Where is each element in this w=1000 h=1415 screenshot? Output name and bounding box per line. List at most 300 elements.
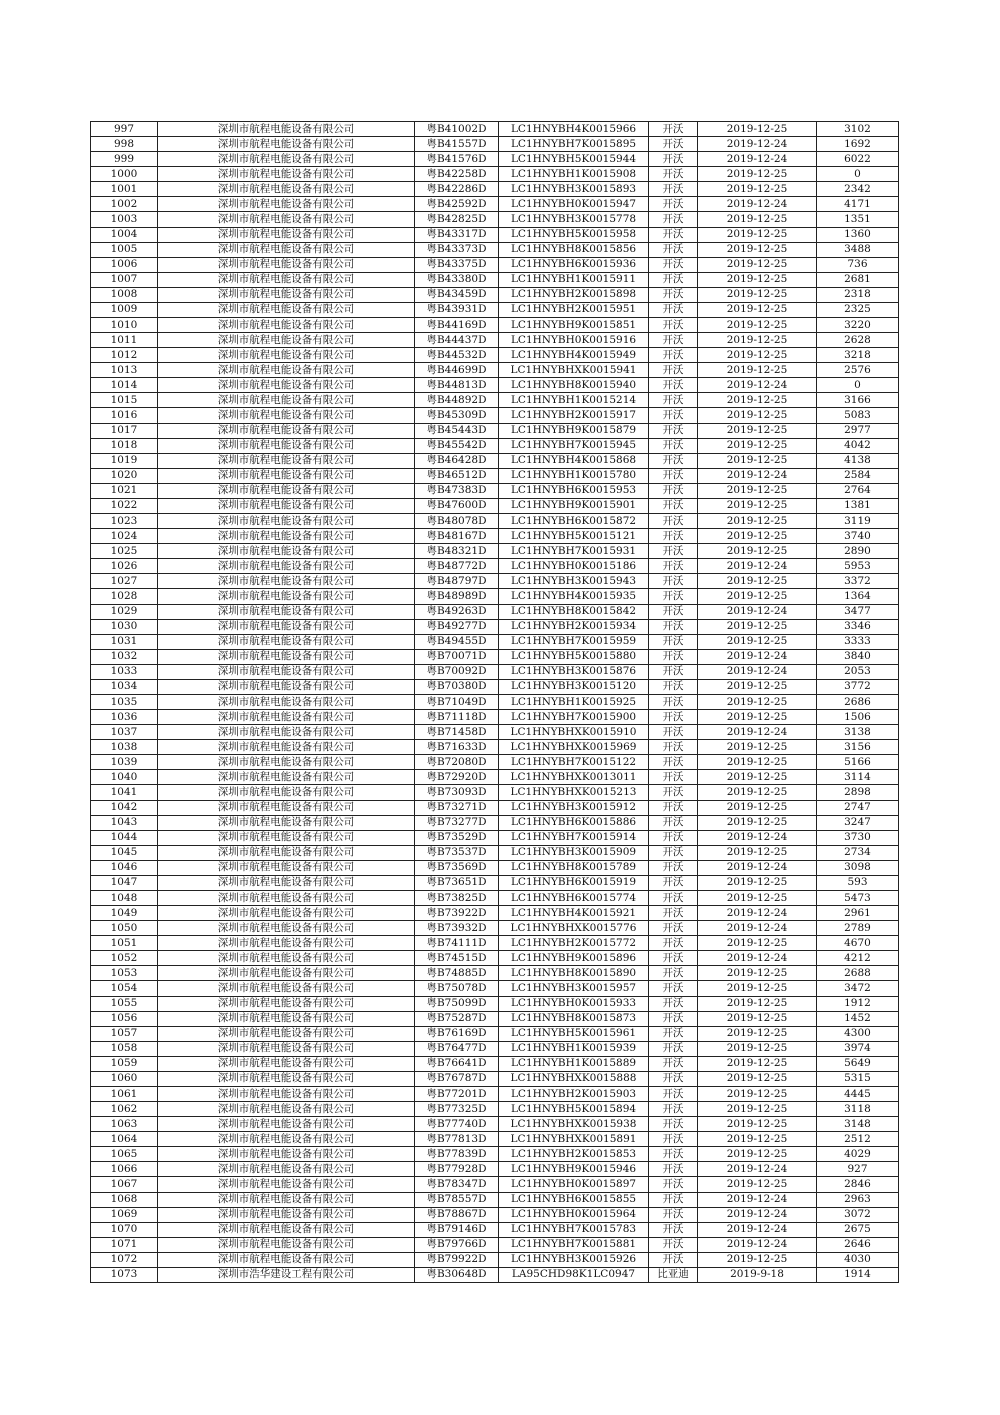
mileage-cell: 5166 bbox=[817, 755, 899, 770]
table-row bbox=[91, 529, 899, 544]
date-cell: 2019-12-25 bbox=[698, 589, 817, 604]
row-index-cell: 1067 bbox=[91, 1177, 158, 1192]
vin-cell: LC1HNYBHXK0015891 bbox=[499, 1132, 649, 1147]
date-cell: 2019-12-25 bbox=[698, 408, 817, 423]
brand-cell: 开沃 bbox=[649, 182, 698, 197]
vin-cell: LC1HNYBH2K0015903 bbox=[499, 1087, 649, 1102]
vin-cell: LC1HNYBH6K0015919 bbox=[499, 875, 649, 890]
plate-number-cell: 粤B48772D bbox=[415, 559, 499, 574]
date-cell: 2019-12-25 bbox=[698, 1056, 817, 1071]
plate-number-cell: 粤B77740D bbox=[415, 1117, 499, 1132]
plate-number-cell: 粤B76787D bbox=[415, 1071, 499, 1086]
brand-cell: 开沃 bbox=[649, 740, 698, 755]
company-name-cell: 深圳市航程电能设备有限公司 bbox=[158, 1132, 415, 1147]
date-cell: 2019-12-24 bbox=[698, 860, 817, 875]
plate-number-cell: 粤B43317D bbox=[415, 227, 499, 242]
row-index-cell: 1055 bbox=[91, 996, 158, 1011]
table-row bbox=[91, 936, 899, 951]
row-index-cell: 1065 bbox=[91, 1147, 158, 1162]
row-index-cell: 1015 bbox=[91, 393, 158, 408]
table-row bbox=[91, 906, 899, 921]
plate-number-cell: 粤B78867D bbox=[415, 1207, 499, 1222]
vin-cell: LC1HNYBHXK0015969 bbox=[499, 740, 649, 755]
date-cell: 2019-12-25 bbox=[698, 845, 817, 860]
vin-cell: LC1HNYBH7K0015931 bbox=[499, 544, 649, 559]
plate-number-cell: 粤B48078D bbox=[415, 514, 499, 529]
date-cell: 2019-12-25 bbox=[698, 483, 817, 498]
date-cell: 2019-12-24 bbox=[698, 921, 817, 936]
brand-cell: 开沃 bbox=[649, 725, 698, 740]
plate-number-cell: 粤B42592D bbox=[415, 197, 499, 212]
table-row bbox=[91, 770, 899, 785]
row-index-cell: 1018 bbox=[91, 438, 158, 453]
company-name-cell: 深圳市航程电能设备有限公司 bbox=[158, 1147, 415, 1162]
mileage-cell: 2977 bbox=[817, 423, 899, 438]
company-name-cell: 深圳市航程电能设备有限公司 bbox=[158, 875, 415, 890]
row-index-cell: 1048 bbox=[91, 890, 158, 905]
vin-cell: LC1HNYBH8K0015856 bbox=[499, 242, 649, 257]
vin-cell: LC1HNYBH8K0015873 bbox=[499, 1011, 649, 1026]
table-row bbox=[91, 287, 899, 302]
mileage-cell: 1360 bbox=[817, 227, 899, 242]
table-row bbox=[91, 890, 899, 905]
mileage-cell: 4042 bbox=[817, 438, 899, 453]
table-row bbox=[91, 951, 899, 966]
mileage-cell: 2688 bbox=[817, 966, 899, 981]
table-row bbox=[91, 498, 899, 513]
mileage-cell: 3488 bbox=[817, 242, 899, 257]
brand-cell: 开沃 bbox=[649, 498, 698, 513]
vin-cell: LC1HNYBH6K0015886 bbox=[499, 815, 649, 830]
mileage-cell: 2053 bbox=[817, 664, 899, 679]
row-index-cell: 1031 bbox=[91, 634, 158, 649]
company-name-cell: 深圳市航程电能设备有限公司 bbox=[158, 302, 415, 317]
brand-cell: 开沃 bbox=[649, 845, 698, 860]
date-cell: 2019-12-25 bbox=[698, 257, 817, 272]
row-index-cell: 1062 bbox=[91, 1102, 158, 1117]
brand-cell: 开沃 bbox=[649, 1177, 698, 1192]
row-index-cell: 1071 bbox=[91, 1237, 158, 1252]
date-cell: 2019-12-24 bbox=[698, 137, 817, 152]
plate-number-cell: 粤B73537D bbox=[415, 845, 499, 860]
date-cell: 2019-12-25 bbox=[698, 348, 817, 363]
date-cell: 2019-12-25 bbox=[698, 242, 817, 257]
brand-cell: 开沃 bbox=[649, 619, 698, 634]
vin-cell: LC1HNYBH7K0015914 bbox=[499, 830, 649, 845]
table-row bbox=[91, 1041, 899, 1056]
brand-cell: 开沃 bbox=[649, 875, 698, 890]
company-name-cell: 深圳市航程电能设备有限公司 bbox=[158, 544, 415, 559]
date-cell: 2019-12-25 bbox=[698, 287, 817, 302]
table-row bbox=[91, 544, 899, 559]
brand-cell: 开沃 bbox=[649, 604, 698, 619]
plate-number-cell: 粤B48167D bbox=[415, 529, 499, 544]
date-cell: 2019-12-24 bbox=[698, 830, 817, 845]
plate-number-cell: 粤B45542D bbox=[415, 438, 499, 453]
date-cell: 2019-12-25 bbox=[698, 302, 817, 317]
plate-number-cell: 粤B74885D bbox=[415, 966, 499, 981]
date-cell: 2019-12-25 bbox=[698, 182, 817, 197]
brand-cell: 开沃 bbox=[649, 1056, 698, 1071]
table-row bbox=[91, 212, 899, 227]
row-index-cell: 1023 bbox=[91, 514, 158, 529]
table-row bbox=[91, 559, 899, 574]
mileage-cell: 3730 bbox=[817, 830, 899, 845]
mileage-cell: 736 bbox=[817, 257, 899, 272]
table-row bbox=[91, 589, 899, 604]
row-index-cell: 1008 bbox=[91, 287, 158, 302]
mileage-cell: 3156 bbox=[817, 740, 899, 755]
mileage-cell: 6022 bbox=[817, 152, 899, 167]
vin-cell: LC1HNYBH9K0015851 bbox=[499, 318, 649, 333]
brand-cell: 开沃 bbox=[649, 860, 698, 875]
row-index-cell: 1004 bbox=[91, 227, 158, 242]
company-name-cell: 深圳市航程电能设备有限公司 bbox=[158, 348, 415, 363]
mileage-cell: 2961 bbox=[817, 906, 899, 921]
vin-cell: LC1HNYBH3K0015778 bbox=[499, 212, 649, 227]
company-name-cell: 深圳市航程电能设备有限公司 bbox=[158, 1011, 415, 1026]
plate-number-cell: 粤B72920D bbox=[415, 770, 499, 785]
company-name-cell: 深圳市航程电能设备有限公司 bbox=[158, 1087, 415, 1102]
row-index-cell: 1063 bbox=[91, 1117, 158, 1132]
row-index-cell: 1000 bbox=[91, 167, 158, 182]
company-name-cell: 深圳市航程电能设备有限公司 bbox=[158, 1056, 415, 1071]
plate-number-cell: 粤B71633D bbox=[415, 740, 499, 755]
mileage-cell: 593 bbox=[817, 875, 899, 890]
date-cell: 2019-12-24 bbox=[698, 1222, 817, 1237]
date-cell: 2019-12-24 bbox=[698, 1192, 817, 1207]
mileage-cell: 4171 bbox=[817, 197, 899, 212]
table-row bbox=[91, 619, 899, 634]
vin-cell: LC1HNYBH8K0015789 bbox=[499, 860, 649, 875]
vin-cell: LC1HNYBH5K0015961 bbox=[499, 1026, 649, 1041]
table-row bbox=[91, 725, 899, 740]
company-name-cell: 深圳市航程电能设备有限公司 bbox=[158, 1222, 415, 1237]
row-index-cell: 1064 bbox=[91, 1132, 158, 1147]
brand-cell: 开沃 bbox=[649, 785, 698, 800]
plate-number-cell: 粤B49263D bbox=[415, 604, 499, 619]
vin-cell: LC1HNYBH4K0015966 bbox=[499, 122, 649, 137]
company-name-cell: 深圳市航程电能设备有限公司 bbox=[158, 272, 415, 287]
company-name-cell: 深圳市航程电能设备有限公司 bbox=[158, 363, 415, 378]
vin-cell: LC1HNYBH4K0015949 bbox=[499, 348, 649, 363]
mileage-cell: 3220 bbox=[817, 318, 899, 333]
row-index-cell: 1027 bbox=[91, 574, 158, 589]
vin-cell: LC1HNYBH1K0015780 bbox=[499, 468, 649, 483]
vin-cell: LC1HNYBH1K0015214 bbox=[499, 393, 649, 408]
plate-number-cell: 粤B73932D bbox=[415, 921, 499, 936]
brand-cell: 开沃 bbox=[649, 966, 698, 981]
company-name-cell: 深圳市航程电能设备有限公司 bbox=[158, 951, 415, 966]
vin-cell: LC1HNYBH3K0015912 bbox=[499, 800, 649, 815]
plate-number-cell: 粤B77201D bbox=[415, 1087, 499, 1102]
date-cell: 2019-12-25 bbox=[698, 890, 817, 905]
table-row bbox=[91, 318, 899, 333]
brand-cell: 开沃 bbox=[649, 438, 698, 453]
plate-number-cell: 粤B43373D bbox=[415, 242, 499, 257]
table-row bbox=[91, 483, 899, 498]
company-name-cell: 深圳市航程电能设备有限公司 bbox=[158, 890, 415, 905]
brand-cell: 开沃 bbox=[649, 408, 698, 423]
plate-number-cell: 粤B77325D bbox=[415, 1102, 499, 1117]
row-index-cell: 1034 bbox=[91, 679, 158, 694]
table-row bbox=[91, 1177, 899, 1192]
company-name-cell: 深圳市航程电能设备有限公司 bbox=[158, 152, 415, 167]
company-name-cell: 深圳市航程电能设备有限公司 bbox=[158, 212, 415, 227]
mileage-cell: 1452 bbox=[817, 1011, 899, 1026]
table-row bbox=[91, 197, 899, 212]
mileage-cell: 5649 bbox=[817, 1056, 899, 1071]
mileage-cell: 4300 bbox=[817, 1026, 899, 1041]
mileage-cell: 2747 bbox=[817, 800, 899, 815]
plate-number-cell: 粤B43380D bbox=[415, 272, 499, 287]
company-name-cell: 深圳市航程电能设备有限公司 bbox=[158, 604, 415, 619]
mileage-cell: 4445 bbox=[817, 1087, 899, 1102]
table-row bbox=[91, 649, 899, 664]
brand-cell: 开沃 bbox=[649, 257, 698, 272]
brand-cell: 开沃 bbox=[649, 694, 698, 709]
brand-cell: 开沃 bbox=[649, 227, 698, 242]
row-index-cell: 1001 bbox=[91, 182, 158, 197]
vin-cell: LC1HNYBH9K0015901 bbox=[499, 498, 649, 513]
row-index-cell: 999 bbox=[91, 152, 158, 167]
vin-cell: LC1HNYBH8K0015842 bbox=[499, 604, 649, 619]
plate-number-cell: 粤B49455D bbox=[415, 634, 499, 649]
row-index-cell: 1041 bbox=[91, 785, 158, 800]
vin-cell: LC1HNYBH3K0015120 bbox=[499, 679, 649, 694]
company-name-cell: 深圳市航程电能设备有限公司 bbox=[158, 981, 415, 996]
vin-cell: LC1HNYBH1K0015925 bbox=[499, 694, 649, 709]
table-row bbox=[91, 1132, 899, 1147]
company-name-cell: 深圳市航程电能设备有限公司 bbox=[158, 800, 415, 815]
table-row bbox=[91, 333, 899, 348]
plate-number-cell: 粤B78347D bbox=[415, 1177, 499, 1192]
mileage-cell: 2734 bbox=[817, 845, 899, 860]
mileage-cell: 1506 bbox=[817, 710, 899, 725]
brand-cell: 开沃 bbox=[649, 1132, 698, 1147]
mileage-cell: 3148 bbox=[817, 1117, 899, 1132]
company-name-cell: 深圳市航程电能设备有限公司 bbox=[158, 333, 415, 348]
plate-number-cell: 粤B47383D bbox=[415, 483, 499, 498]
brand-cell: 开沃 bbox=[649, 589, 698, 604]
brand-cell: 开沃 bbox=[649, 815, 698, 830]
mileage-cell: 3372 bbox=[817, 574, 899, 589]
date-cell: 2019-12-25 bbox=[698, 423, 817, 438]
table-row bbox=[91, 1087, 899, 1102]
plate-number-cell: 粤B75099D bbox=[415, 996, 499, 1011]
mileage-cell: 3974 bbox=[817, 1041, 899, 1056]
vin-cell: LC1HNYBH7K0015783 bbox=[499, 1222, 649, 1237]
row-index-cell: 1049 bbox=[91, 906, 158, 921]
company-name-cell: 深圳市航程电能设备有限公司 bbox=[158, 966, 415, 981]
row-index-cell: 1030 bbox=[91, 619, 158, 634]
vin-cell: LC1HNYBH7K0015122 bbox=[499, 755, 649, 770]
row-index-cell: 1035 bbox=[91, 694, 158, 709]
plate-number-cell: 粤B75287D bbox=[415, 1011, 499, 1026]
row-index-cell: 1003 bbox=[91, 212, 158, 227]
date-cell: 2019-12-24 bbox=[698, 1162, 817, 1177]
mileage-cell: 2342 bbox=[817, 182, 899, 197]
company-name-cell: 深圳市航程电能设备有限公司 bbox=[158, 257, 415, 272]
brand-cell: 开沃 bbox=[649, 951, 698, 966]
plate-number-cell: 粤B74111D bbox=[415, 936, 499, 951]
company-name-cell: 深圳市航程电能设备有限公司 bbox=[158, 318, 415, 333]
date-cell: 2019-12-25 bbox=[698, 498, 817, 513]
brand-cell: 开沃 bbox=[649, 302, 698, 317]
plate-number-cell: 粤B44532D bbox=[415, 348, 499, 363]
date-cell: 2019-12-25 bbox=[698, 1117, 817, 1132]
row-index-cell: 1054 bbox=[91, 981, 158, 996]
table-row bbox=[91, 785, 899, 800]
vin-cell: LC1HNYBH6K0015855 bbox=[499, 1192, 649, 1207]
company-name-cell: 深圳市航程电能设备有限公司 bbox=[158, 393, 415, 408]
brand-cell: 开沃 bbox=[649, 710, 698, 725]
mileage-cell: 3166 bbox=[817, 393, 899, 408]
date-cell: 2019-12-24 bbox=[698, 906, 817, 921]
date-cell: 2019-12-25 bbox=[698, 770, 817, 785]
vin-cell: LC1HNYBH9K0015879 bbox=[499, 423, 649, 438]
date-cell: 2019-12-25 bbox=[698, 740, 817, 755]
row-index-cell: 1019 bbox=[91, 453, 158, 468]
brand-cell: 开沃 bbox=[649, 890, 698, 905]
table-row bbox=[91, 664, 899, 679]
company-name-cell: 深圳市航程电能设备有限公司 bbox=[158, 227, 415, 242]
date-cell: 2019-12-24 bbox=[698, 378, 817, 393]
company-name-cell: 深圳市航程电能设备有限公司 bbox=[158, 921, 415, 936]
table-row bbox=[91, 1237, 899, 1252]
brand-cell: 开沃 bbox=[649, 830, 698, 845]
row-index-cell: 1007 bbox=[91, 272, 158, 287]
mileage-cell: 3118 bbox=[817, 1102, 899, 1117]
date-cell: 2019-12-25 bbox=[698, 227, 817, 242]
plate-number-cell: 粤B44437D bbox=[415, 333, 499, 348]
row-index-cell: 1059 bbox=[91, 1056, 158, 1071]
date-cell: 2019-12-25 bbox=[698, 1026, 817, 1041]
vin-cell: LC1HNYBH3K0015943 bbox=[499, 574, 649, 589]
company-name-cell: 深圳市航程电能设备有限公司 bbox=[158, 1071, 415, 1086]
brand-cell: 开沃 bbox=[649, 559, 698, 574]
table-row bbox=[91, 348, 899, 363]
company-name-cell: 深圳市航程电能设备有限公司 bbox=[158, 664, 415, 679]
vin-cell: LC1HNYBH7K0015881 bbox=[499, 1237, 649, 1252]
table-row bbox=[91, 1011, 899, 1026]
table-row bbox=[91, 1267, 899, 1282]
plate-number-cell: 粤B73651D bbox=[415, 875, 499, 890]
company-name-cell: 深圳市航程电能设备有限公司 bbox=[158, 514, 415, 529]
date-cell: 2019-12-25 bbox=[698, 122, 817, 137]
brand-cell: 开沃 bbox=[649, 1117, 698, 1132]
vin-cell: LC1HNYBH3K0015876 bbox=[499, 664, 649, 679]
plate-number-cell: 粤B41576D bbox=[415, 152, 499, 167]
company-name-cell: 深圳市航程电能设备有限公司 bbox=[158, 182, 415, 197]
company-name-cell: 深圳市航程电能设备有限公司 bbox=[158, 137, 415, 152]
mileage-cell: 1692 bbox=[817, 137, 899, 152]
table-row bbox=[91, 815, 899, 830]
company-name-cell: 深圳市航程电能设备有限公司 bbox=[158, 755, 415, 770]
company-name-cell: 深圳市航程电能设备有限公司 bbox=[158, 634, 415, 649]
vin-cell: LC1HNYBH4K0015868 bbox=[499, 453, 649, 468]
company-name-cell: 深圳市航程电能设备有限公司 bbox=[158, 1041, 415, 1056]
company-name-cell: 深圳市航程电能设备有限公司 bbox=[158, 740, 415, 755]
brand-cell: 开沃 bbox=[649, 1147, 698, 1162]
mileage-cell: 5083 bbox=[817, 408, 899, 423]
table-row bbox=[91, 574, 899, 589]
table-row bbox=[91, 257, 899, 272]
date-cell: 2019-12-24 bbox=[698, 468, 817, 483]
plate-number-cell: 粤B74515D bbox=[415, 951, 499, 966]
vin-cell: LC1HNYBH7K0015900 bbox=[499, 710, 649, 725]
plate-number-cell: 粤B77928D bbox=[415, 1162, 499, 1177]
vin-cell: LC1HNYBH5K0015121 bbox=[499, 529, 649, 544]
brand-cell: 开沃 bbox=[649, 1041, 698, 1056]
plate-number-cell: 粤B71049D bbox=[415, 694, 499, 709]
company-name-cell: 深圳市航程电能设备有限公司 bbox=[158, 438, 415, 453]
table-row bbox=[91, 679, 899, 694]
vin-cell: LC1HNYBH4K0015935 bbox=[499, 589, 649, 604]
table-row bbox=[91, 694, 899, 709]
date-cell: 2019-12-25 bbox=[698, 1011, 817, 1026]
vin-cell: LC1HNYBH6K0015953 bbox=[499, 483, 649, 498]
company-name-cell: 深圳市航程电能设备有限公司 bbox=[158, 1117, 415, 1132]
date-cell: 2019-12-25 bbox=[698, 318, 817, 333]
table-row bbox=[91, 167, 899, 182]
vin-cell: LC1HNYBH1K0015889 bbox=[499, 1056, 649, 1071]
company-name-cell: 深圳市航程电能设备有限公司 bbox=[158, 830, 415, 845]
date-cell: 2019-12-24 bbox=[698, 725, 817, 740]
date-cell: 2019-12-25 bbox=[698, 544, 817, 559]
company-name-cell: 深圳市航程电能设备有限公司 bbox=[158, 694, 415, 709]
vin-cell: LC1HNYBH2K0015853 bbox=[499, 1147, 649, 1162]
row-index-cell: 1024 bbox=[91, 529, 158, 544]
brand-cell: 开沃 bbox=[649, 152, 698, 167]
mileage-cell: 2675 bbox=[817, 1222, 899, 1237]
company-name-cell: 深圳市航程电能设备有限公司 bbox=[158, 996, 415, 1011]
vin-cell: LC1HNYBH0K0015947 bbox=[499, 197, 649, 212]
brand-cell: 开沃 bbox=[649, 333, 698, 348]
company-name-cell: 深圳市航程电能设备有限公司 bbox=[158, 1102, 415, 1117]
table-row bbox=[91, 860, 899, 875]
vin-cell: LC1HNYBH7K0015945 bbox=[499, 438, 649, 453]
plate-number-cell: 粤B75078D bbox=[415, 981, 499, 996]
table-row bbox=[91, 740, 899, 755]
plate-number-cell: 粤B73529D bbox=[415, 830, 499, 845]
plate-number-cell: 粤B42825D bbox=[415, 212, 499, 227]
mileage-cell: 2646 bbox=[817, 1237, 899, 1252]
company-name-cell: 深圳市航程电能设备有限公司 bbox=[158, 589, 415, 604]
plate-number-cell: 粤B44813D bbox=[415, 378, 499, 393]
row-index-cell: 1021 bbox=[91, 483, 158, 498]
date-cell: 2019-12-25 bbox=[698, 996, 817, 1011]
plate-number-cell: 粤B76477D bbox=[415, 1041, 499, 1056]
row-index-cell: 1073 bbox=[91, 1267, 158, 1282]
company-name-cell: 深圳市航程电能设备有限公司 bbox=[158, 860, 415, 875]
table-row bbox=[91, 1117, 899, 1132]
mileage-cell: 0 bbox=[817, 167, 899, 182]
mileage-cell: 3098 bbox=[817, 860, 899, 875]
brand-cell: 开沃 bbox=[649, 468, 698, 483]
date-cell: 2019-12-25 bbox=[698, 393, 817, 408]
mileage-cell: 4212 bbox=[817, 951, 899, 966]
table-row bbox=[91, 634, 899, 649]
company-name-cell: 深圳市航程电能设备有限公司 bbox=[158, 453, 415, 468]
brand-cell: 开沃 bbox=[649, 514, 698, 529]
row-index-cell: 1053 bbox=[91, 966, 158, 981]
mileage-cell: 3102 bbox=[817, 122, 899, 137]
company-name-cell: 深圳市航程电能设备有限公司 bbox=[158, 649, 415, 664]
date-cell: 2019-12-25 bbox=[698, 1041, 817, 1056]
date-cell: 2019-12-25 bbox=[698, 966, 817, 981]
table-row bbox=[91, 363, 899, 378]
